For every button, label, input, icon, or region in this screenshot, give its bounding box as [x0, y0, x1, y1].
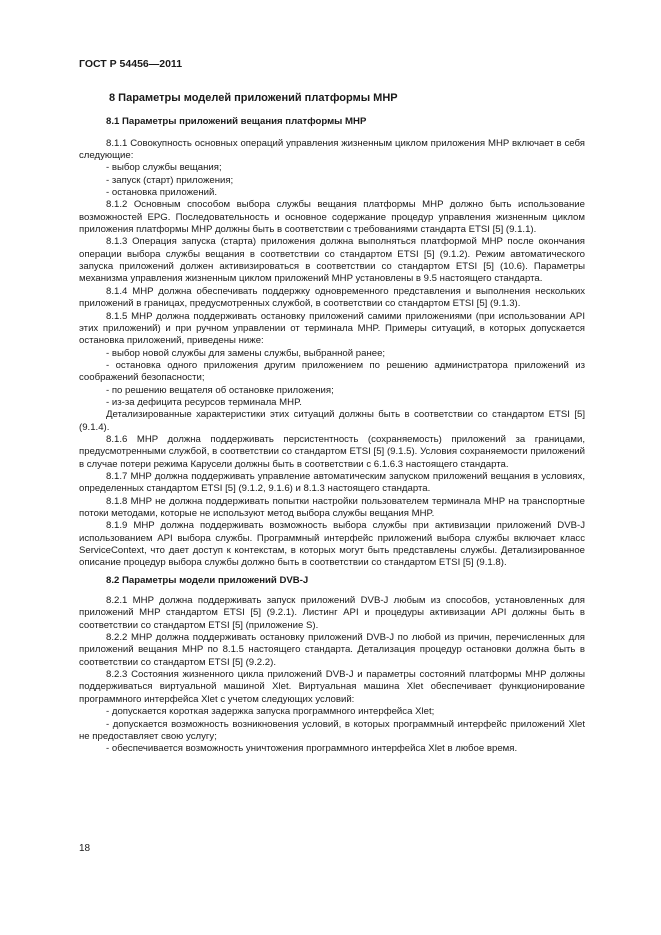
paragraph-8-1-5-tail: Детализированные характеристики этих ситуаций должны быть в соответствии со стандартом ETSI [5] (9.1.4).	[79, 409, 585, 433]
paragraph-8-1-3: 8.1.3 Операция запуска (старта) приложения должна выполняться платформой MHP после окончания операции выбора службы вещания в соответствии со стандартом ETSI [5] (9.1.2). Режим автоматического запуска приложений должен активизироваться в соответствии со стандартом ETSI [5] (10.6). Параметры механизма управления жизненным циклом приложений MHP установлены в 9.5 настоящего стандарта.	[79, 236, 585, 285]
paragraph-8-1-9: 8.1.9 MHP должна поддерживать возможность выбора службы при активизации приложений DVB-J использованием API выбора службы. Программный интерфейс приложений выбора службы включает класс ServiceContext, что дает доступ к контекстам, в которых могут быть представлены службы. Детализированное описание процедур выбора службы должно быть в соответствии со стандартом ETSI [5] (9.1.8).	[79, 520, 585, 569]
paragraph-8-1-8: 8.1.8 MHP не должна поддерживать попытки настройки пользователем терминала MHP на транспортные потоки методами, которые не используют метод выбора службы вещания MHP.	[79, 495, 585, 519]
paragraph-8-1-4: 8.1.4 MHP должна обеспечивать поддержку одновременного представления и выполнения нескольких приложений в границах, предусмотренных службой, в соответствии со стандартом ETSI [5] (9.1.3).	[79, 285, 585, 310]
section-8-title: 8 Параметры моделей приложений платформы MHP	[109, 92, 398, 104]
list-item: - по решению вещателя об остановке приложения;	[106, 384, 334, 396]
paragraph-8-1-6: 8.1.6 MHP должна поддерживать персистентность (сохраняемость) приложений за границами, предусмотренными службой, в соответствии со стандартом ETSI [5] (9.1.5). Условия сохраняемости приложений в случае потери режима Карусели должны быть в соответствии с 6.1.6.3 настоящего стандарта.	[79, 433, 585, 470]
subsection-8-1-title: 8.1 Параметры приложений вещания платформы MHP	[106, 116, 367, 128]
list-item: - выбор службы вещания;	[106, 162, 222, 174]
paragraph-8-2-1: 8.2.1 MHP должна поддерживать запуск приложений DVB-J любым из способов, установленных для приложений MHP стандартом ETSI [5] (9.2.1). Листинг API и процедуры активизации API должны быть в соответствии со стандартом ETSI [5] (приложение S).	[79, 595, 585, 631]
list-item: - допускается короткая задержка запуска программного интерфейса Xlet;	[106, 706, 435, 718]
list-item: - обеспечивается возможность уничтожения программного интерфейса Xlet в любое время.	[106, 743, 518, 755]
paragraph-8-2-3: 8.2.3 Состояния жизненного цикла приложений DVB-J и параметры состояний платформы MHP должны поддерживаться виртуальной машиной Xlet. Виртуальная машина Xlet обеспечивает функционирование программного интерфейса Xlet с учетом следующих условий:	[79, 669, 585, 705]
list-item: - остановка одного приложения другим приложением по решению администратора приложений из соображений безопасности;	[79, 359, 585, 384]
document-body	[79, 92, 585, 756]
list-item: - допускается возможность возникновения условий, в которых программный интерфейс приложений Xlet не предоставляет свою услугу;	[79, 718, 585, 742]
paragraph-8-1-2: 8.1.2 Основным способом выбора службы вещания платформы MHP должно быть использование возможностей EPG. Последовательность и основное содержание процедур управления жизненным циклом приложения платформы MHP должны быть в соответствии с требованиями стандарта ETSI [5] (9.1.1).	[79, 199, 585, 236]
paragraph-8-1-7: 8.1.7 MHP должна поддерживать управление автоматическим запуском приложений вещания в условиях, определенных стандартом ETSI [5] (9.1.2, 9.1.6) и 8.1.3 настоящего стандарта.	[79, 470, 585, 495]
list-item: - запуск (старт) приложения;	[106, 174, 234, 186]
subsection-8-2-title: 8.2 Параметры модели приложений DVB-J	[106, 574, 309, 586]
list-item: - выбор новой службы для замены службы, выбранной ранее;	[106, 347, 386, 359]
document-header: ГОСТ Р 54456—2011	[79, 58, 183, 70]
paragraph-8-2-2: 8.2.2 MHP должна поддерживать остановку приложений DVB-J по любой из причин, перечисленных для приложений вещания MHP по 8.1.5 настоящего стандарта. Детализация процедур остановки должна быть в соответствии со стандартом ETSI [5] (9.2.2).	[79, 632, 585, 668]
list-item: - остановка приложений.	[106, 187, 218, 199]
list-item: - из-за дефицита ресурсов терминала MHP.	[106, 396, 302, 408]
page-number: 18	[79, 843, 91, 854]
paragraph-8-1-1: 8.1.1 Совокупность основных операций управления жизненным циклом приложения MHP включает в себя следующие:	[79, 137, 585, 162]
paragraph-8-1-5: 8.1.5 MHP должна поддерживать остановку приложений самими приложениями (при использовании API этих приложений) и при ручном управлении от терминала MHP. Примеры ситуаций, в которых допускается остановка приложений, приведены ниже:	[79, 310, 585, 347]
